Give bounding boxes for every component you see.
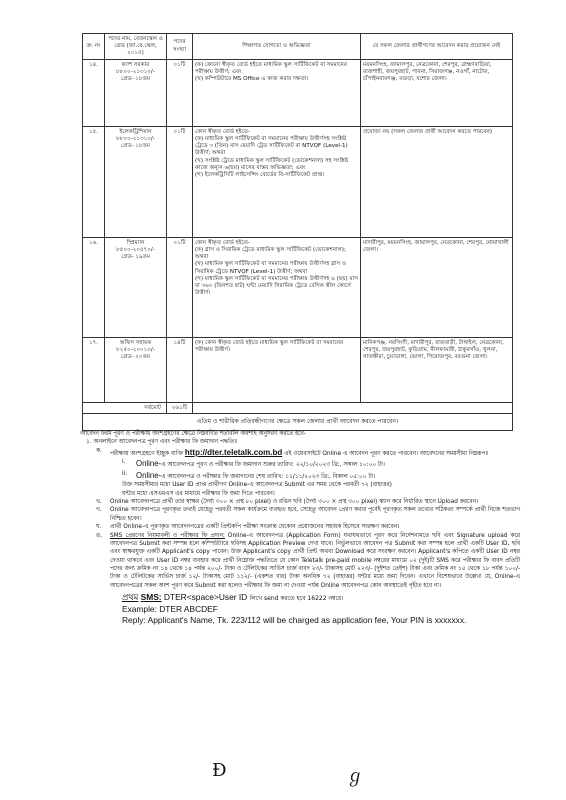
post-scale: ৮২৫০-২০০১০/- (116, 346, 155, 353)
post-scale: ৮৮০০-২১৩১০/- (116, 68, 155, 75)
item-text (110, 532, 520, 591)
row-districts: ময়মনসিংহ, জামালপুর, নেত্রকোনা, শেরপুর, ব্রাহ্মণবাড়িয়া, রাজশাহী, জয়পুরহাট, পাবনা, সিরাজগঞ্জ, নওগাঁ, নাটোর, চাঁপাইনবাবগঞ্জ, বগুড়া, যশোর জেলা। (361, 60, 513, 127)
row-qualification (193, 338, 361, 403)
item-label: গ. (96, 507, 102, 514)
post-title: ইলেকট্রিশিয়ান (119, 128, 152, 135)
item-text (136, 470, 520, 481)
qualification-line: কোন স্বীকৃত বোর্ড হইতে- (195, 239, 251, 246)
post-grade: গ্রেড- ১৮তম (121, 76, 150, 83)
total-row (83, 403, 513, 414)
row-count: ০১টি (167, 60, 193, 127)
first-sms-line (122, 592, 520, 603)
notes-intro: আবেদন ফরম পূরণ ও পরীক্ষায় অংশগ্রহণের ক্ষেত্রে নিম্নবর্ণিত শর্তাবলি অবশ্যই অনুসরণ করতে হবে- (80, 431, 306, 437)
application-website-link[interactable]: http://dter.teletalk.com.bd (184, 447, 283, 457)
first-sms-label: প্রথম (122, 592, 139, 603)
end-date-text: এ আবেদনপত্র ও পরীক্ষার ফি জমাদানের শেষ তারিখ: ১১/১১/২০২৩ খ্রি:, বিকাল ০৫:০০ টা। (161, 473, 376, 480)
note-item-d (80, 523, 520, 531)
notes-point-1: ১. অনলাইনে আবেদনপত্র পূরণ এবং পরীক্ষার ফি জমাদান পদ্ধতিঃ (86, 439, 238, 446)
row-qualification (193, 127, 361, 238)
sms-instructions (80, 592, 520, 626)
post-title: অফিস সহায়ক (119, 339, 152, 346)
header-post-name: পদের নাম, বেতনস্কেল ও গ্রেড (জা.বে.স্কেল, ২০১৫) (105, 34, 167, 60)
post-title: ক্যাশ সরকার (121, 61, 150, 68)
qualification-line: (খ) মাধ্যমিক স্কুল সার্টিফিকেট বা সমমানের পরীক্ষায় উত্তীর্ণসহ গ্লাস ও সিরামিক ট্রেডে NTVQF (Level-1) উত্তীর্ণ; অথবা (195, 261, 347, 275)
row-count: ১৪টি (167, 338, 193, 403)
online-term: Online- (136, 470, 162, 480)
item-label: ঙ. (96, 532, 103, 539)
row-qualification (193, 238, 361, 338)
row-post (105, 60, 167, 127)
table-row (83, 60, 513, 127)
note-item-ii (80, 470, 520, 481)
note-item-i (80, 458, 520, 469)
posts-table (82, 33, 513, 431)
total-empty-cell (193, 403, 513, 414)
deadline-note-line: ঘন্টার মধ্যে এসএমএস এর মাধ্যমে পরীক্ষার ফি জমা দিতে পারবেন। (122, 490, 275, 497)
total-value: ২৬১টি (167, 403, 193, 414)
signature-right: ℊ (346, 766, 364, 787)
qualification-line: (ক) কোনো স্বীকৃত বোর্ড হইতে মাধ্যমিক স্কুল সার্টিফিকেট বা সমমানের পরীক্ষায় উত্তীর্ণ; এবং (195, 61, 347, 75)
note-item-c (80, 506, 520, 523)
qualification-line: (গ) ইলেকট্রিসিটি লাইসেন্সিং বোর্ডের বি-সার্টিফিকেট প্রাপ্ত। (195, 172, 325, 179)
footer-note: এতিম ও শারীরিক প্রতিবন্ধীগণের ক্ষেত্রে সকল জেলার প্রার্থী আবেদন করতে পারবেন। (83, 414, 513, 431)
header-qualification: শিক্ষাগত যোগ্যতা ও অভিজ্ঞতা (193, 34, 361, 60)
row-serial: ১৫. (83, 127, 105, 238)
table-row (83, 238, 513, 338)
post-scale: ৮৮০০-২১৩১০/- (116, 135, 155, 142)
row-districts: প্রযোজ্য নয় (সকল জেলার প্রার্থী আবেদন করতে পারবেন) (361, 127, 513, 238)
header-districts: যে সকল জেলার প্রার্থীগণের আবেদন করার প্রয়োজন নেই (361, 34, 513, 60)
a-pre-text: পরীক্ষায় অংশগ্রহণে ইচ্ছুক ব্যক্তি (110, 450, 184, 457)
signature-left: Ɖ (212, 760, 227, 781)
item-text (110, 447, 520, 459)
item-label: ii. (122, 470, 128, 477)
post-scale: ৮৫০০-২০৫৭০/- (116, 246, 155, 253)
row-post (105, 338, 167, 403)
post-grade: গ্রেড- ১৯তম (121, 254, 150, 261)
instructions (80, 430, 520, 626)
row-serial: ১৬. (83, 238, 105, 338)
item-label: ঘ. (96, 524, 102, 531)
table-row (83, 338, 513, 403)
post-grade: গ্রেড- ১৮তম (121, 143, 150, 150)
item-text: Online আবেদনপত্রে প্রার্থী তার স্বাক্ষর (দৈর্ঘ্য ৩০০ × প্রস্থ ৮০ pixel) ও রঙিন ছবি (দৈর্ঘ্য ৩০০ × প্রস্থ ৩০০ pixel) স্ক্যান করে নির্ধারিত স্থানে Upload করবেন। (110, 498, 479, 505)
row-count: ০১টি (167, 238, 193, 338)
note-item-a (80, 447, 520, 459)
note-item-b (80, 498, 520, 506)
row-serial: ১৪. (83, 60, 105, 127)
first-sms-instruction: লিখে send করতে হবে 16222 নম্বরে। (249, 595, 344, 603)
item-text: প্রার্থী Online-এ পূরণকৃত আবেদনপত্রের একটি প্রিন্টকপি পরীক্ষা সংক্রান্ত যেকোন প্রয়োজনের সহায়ক হিসেবে সংরক্ষণ করবেন। (110, 524, 400, 531)
qualification-line: (খ) কম্পিউটারে MS Office এ কাজ করার দক্ষতা। (195, 76, 309, 83)
table-header-row (83, 34, 513, 60)
table-row (83, 127, 513, 238)
row-districts: মানিকগঞ্জ, নরসিংদী, মাদারীপুর, রাজবাড়ী, টাঙ্গাইল, নেত্রকোনা, শেরপুর, জয়পুরহাট, কুড়িগ্রাম, নীলফামারী, ঠাকুরগাঁও, খুলনা, সাতক্ষীরা, চুয়াডাঙ্গা, ভোলা, পিরোজপুর, বরগুনা জেলা। (361, 338, 513, 403)
sms-rules-title: SMS প্রেরণের নিয়মাবলী ও পরীক্ষার ফি প্রদান: (110, 532, 225, 539)
qualification-line: (খ) সংশ্লিষ্ট ট্রেডে মাধ্যমিক স্কুল সার্টিফিকেট (ভোকেশনাল) সহ সংশ্লিষ্ট কাজে অন্যূন ৬(ছয়) মাসের বাস্তব অভিজ্ঞতা; এবং (195, 157, 349, 171)
item-label: ক. (96, 447, 102, 454)
row-serial: ১৭. (83, 338, 105, 403)
header-serial: ক্র: নং (83, 34, 105, 60)
item-text (136, 458, 520, 469)
qualification-line: (ক) কোন স্বীকৃত বোর্ড হইতে মাধ্যমিক স্কুল সার্টিফিকেট বা সমমানের পরীক্ষায় উত্তীর্ণ। (195, 339, 344, 353)
row-qualification (193, 60, 361, 127)
row-count: ০১টি (167, 127, 193, 238)
note-item-e (80, 532, 520, 591)
first-sms-tag: SMS: (140, 592, 162, 603)
item-label: খ. (96, 498, 102, 505)
qualification-line: কোন স্বীকৃত বোর্ড হইতে- (195, 128, 251, 135)
item-label: i. (122, 459, 126, 466)
start-date-text: এ আবেদনপত্র পূরণ ও পরীক্ষার ফি জমাদান শুরুর তারিখ: ২২/১০/২০২৩ খ্রি:, সকাল ১০:০০ টা। (161, 462, 385, 469)
header-post-count: পদের সংখ্যা (167, 34, 193, 60)
post-title: স্প্রিম্যান (126, 239, 145, 246)
qualification-line: (ক) গ্লাস ও সিরামিক ট্রেডে মাধ্যমিক স্কুল সার্টিফিকেট (ভোকেশনাল); অথবা (195, 246, 346, 261)
row-districts: মাদারীপুর, ময়মনসিংহ, জামালপুর, নেত্রকোনা, শেরপুর, নোয়াখালী জেলা। (361, 238, 513, 338)
post-grade: গ্রেড- ২০তম (121, 354, 150, 361)
first-sms-code: DTER<space>User ID (163, 592, 248, 603)
online-term: Online- (136, 459, 162, 469)
item-text: Online আবেদনপত্রে পূরণকৃত তথ্যই যেহেতু পরবর্তী সকল কার্যক্রমে ব্যবহৃত হবে, সেহেতু আবেদন প্রেরণ করার পূর্বেই পূরণকৃত সকল তথ্যের সঠিকতা সম্পর্কে প্রার্থী নিজে শতভাগ নিশ্চিত হবেন। (110, 507, 520, 522)
footer-note-row (83, 414, 513, 431)
row-post (105, 238, 167, 338)
sms-example: Example: DTER ABCDEF (122, 603, 218, 614)
row-post (105, 127, 167, 238)
sms-reply: Reply: Applicant's Name, Tk. 223/112 will be charged as application fee, Your PIN is xxxxxxx. (122, 614, 467, 625)
qualification-line: (ক) মাধ্যমিক স্কুল সার্টিফিকেট বা সমমানের পরীক্ষায় উত্তীর্ণসহ সংশ্লিষ্ট ট্রেডে ৩ (তিন) মাস মেয়াদি ট্রেড সার্টিফিকেট বা NTVQF (Level-1) উত্তীর্ণ; অথবা (195, 135, 348, 157)
deadline-note-line: উক্ত সময়সীমার মধ্যে User ID প্রাপ্ত প্রার্থীগণ Online-এ আবেদনপত্র Submit এর সময় থেকে পরবর্তী ৭২ (বাহাত্তর) (122, 482, 392, 489)
total-label: সর্বমোট (83, 403, 167, 414)
a-post-text: এই ওয়েবসাইটে Online এ আবেদন পূরণ করতে পারবেন। আবেদনের সময়সীমা নিম্নরূপঃ (284, 450, 489, 457)
qualification-line: (গ) মাধ্যমিক স্কুল সার্টিফিকেট বা সমমানের পরীক্ষায় উত্তীর্ণসহ ৬ (ছয়) মাস বা ৩৬০ (তিনশত ষাট) ঘন্টা মেয়াদি সিরামিক ট্রেডে বেসিক স্কীল কোর্সে উত্তীর্ণ। (195, 275, 358, 297)
sms-rules-body: Online-এ আবেদনপত্র (Application Form) যথাযথভাবে পূরণ করে নির্দেশনামতে ছবি এবং Signature upload করে আবেদনপত্র Submit করা সম্পন্ন হলে কম্পিউটারে ছবিসহ Application Preview দেখা যাবে। নির্ভুলভাবে আবেদন পত্র Submit করা সম্পন্ন হলে প্রার্থী একটি User ID, ছবি এবং স্বাক্ষরযুক্ত একটি Applicant's copy পাবেন। উক্ত Applicant's copy প্রার্থী প্রিন্ট অথবা Download করে সংরক্ষণ করবেন। Applicant's কপিতে একটি User ID নম্বর দেওয়া থাকবে এবং User ID নম্বর ব্যবহার করে প্রার্থী নিম্নোক্ত পদ্ধতিতে যে কোন Teletalk pre-paid mobile নম্বরের মাধ্যমে ০২ (দুই)টি SMS করে পরীক্ষার ফি বাবদ প্রতিটি পদের জন্য ক্রমিক নং ১৪ থেকে ১৪ পর্যন্ত ২০০/- টাকা ও টেলিটকের সার্ভিস চার্জ বাবদ ২৩/- টাকাসহ মোট ২২৩/- (দুইশত তেইশ) টাকা এবং ক্রমিক নং ১৫ থেকে ১৮ পর্যন্ত ১০০/- টাকা ও টেলিটকের সার্ভিস চার্জ ১২/- টাকাসহ মোট ১১২/- (একশত বার) টাকা অনধিক ৭২ (বাহাত্তর) ঘন্টার মধ্যে জমা দিবেন। এখানে বিশেষভাবে উল্লেখ্য যে, Online-এ আবেদনপত্রের সকল অংশ পূরণ করে Submit করা হলেও পরীক্ষার ফি জমা না দেওয়া পর্যন্ত Online আবেদনপত্র কোন অবস্থাতেই গৃহীত হবে না। (110, 532, 521, 589)
